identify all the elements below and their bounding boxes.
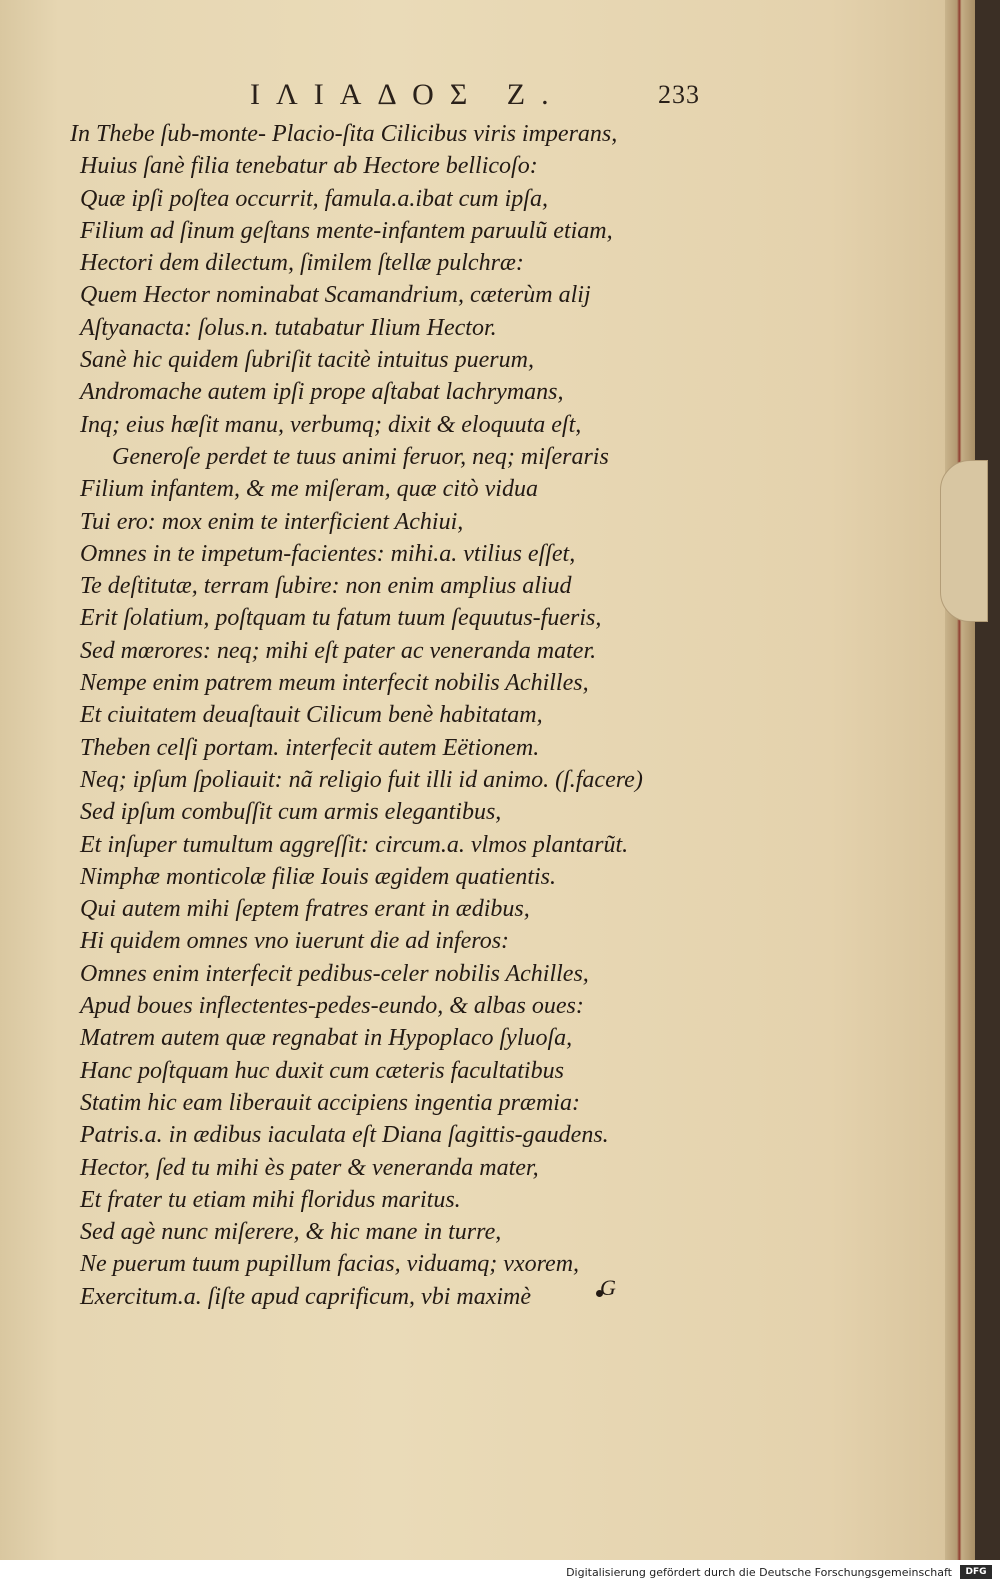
text-line: Andromache autem ipſi prope aſtabat lachrymans, [80, 379, 564, 406]
text-line: In Thebe ſub-monte- Placio-ſita Cilicibus viris imperans, [70, 121, 618, 147]
text-line: Ne puerum tuum pupillum facias, viduamq; vxorem, [80, 1251, 580, 1278]
running-head: ΙΛΙΑΔΟΣ Ζ. [250, 78, 565, 111]
text-line: Filium ad ſinum geſtans mente-infantem paruulũ etiam, [80, 217, 613, 244]
text-line: Apud boues inflectentes-pedes-eundo, & albas oues: [80, 993, 584, 1020]
text-line: Omnes in te impetum-facientes: mihi.a. vtilius eſſet, [80, 540, 576, 567]
text-line: Te deſtitutæ, terram ſubire: non enim amplius aliud [80, 573, 572, 600]
text-line: Hectori dem dilectum, ſimilem ſtellæ pulchræ: [80, 250, 524, 277]
text-line: Quæ ipſi poſtea occurrit, famula.a.ibat cum ipſa, [80, 185, 548, 212]
text-line: Sed agè nunc miſerere, & hic mane in turre, [80, 1219, 502, 1246]
funding-notice: Digitalisierung gefördert durch die Deutsche Forschungsgemeinschaft [566, 1566, 952, 1579]
text-line: Hanc poſtquam huc duxit cum cæteris facultatibus [80, 1057, 564, 1084]
text-line: Sed mœrores: neq; mihi eſt pater ac veneranda mater. [80, 637, 597, 664]
text-line: Theben celſi portam. interfecit autem Eëtionem. [80, 734, 540, 761]
text-line: Generoſe perdet te tuus animi feruor, neq; miſeraris [112, 443, 609, 470]
text-line: Omnes enim interfecit pedibus-celer nobilis Achilles, [80, 960, 589, 987]
text-line: Sed ipſum combuſſit cum armis elegantibus, [80, 799, 502, 826]
text-line: Hector, ſed tu mihi ès pater & veneranda mater, [80, 1154, 539, 1181]
text-line: Huius ſanè filia tenebatur ab Hectore bellicoſo: [80, 153, 538, 180]
text-line: Hi quidem omnes vno iuerunt die ad inferos: [80, 928, 510, 955]
text-line: Neq; ipſum ſpoliauit: nã religio fuit illi id animo. (ſ.facere) [80, 766, 643, 793]
text-line: Aſtyanacta: ſolus.n. tutabatur Ilium Hector. [80, 314, 497, 341]
text-line: Qui autem mihi ſeptem fratres erant in ædibus, [80, 896, 530, 923]
text-line: Filium infantem, & me miſeram, quæ citò vidua [80, 476, 538, 503]
text-line: Inq; eius hæſit manu, verbumq; dixit & eloquuta eſt, [80, 411, 582, 438]
text-line: Statim hic eam liberauit accipiens ingentia præmia: [80, 1089, 580, 1116]
dfg-logo-icon: DFG [960, 1565, 992, 1579]
text-line: Erit ſolatium, poſtquam tu fatum tuum ſequutus-fueris, [80, 605, 602, 632]
text-line: Quem Hector nominabat Scamandrium, cæterùm alij [80, 282, 591, 309]
text-line: Matrem autem quæ regnabat in Hypoplaco ſyluoſa, [80, 1025, 573, 1052]
page-edge [945, 0, 975, 1560]
text-line: Nimphæ monticolæ filiæ Iouis ægidem quatientis. [80, 863, 557, 890]
page-number: 233 [658, 80, 700, 109]
text-line: Et ciuitatem deuaſtauit Cilicum benè habitatam, [80, 702, 543, 729]
bookmark-tab [940, 460, 988, 622]
text-line: Nempe enim patrem meum interfecit nobilis Achilles, [80, 670, 589, 697]
text-line: Exercitum.a. ſiſte apud caprificum, vbi maximè [80, 1283, 531, 1310]
text-line: Et inſuper tumultum aggreſſit: circum.a. vlmos plantarũt. [80, 831, 629, 858]
footer-bar [0, 1560, 1000, 1585]
text-line: Tui ero: mox enim te interficient Achiui, [80, 508, 464, 535]
text-line: Sanè hic quidem ſubriſit tacitè intuitus puerum, [80, 347, 534, 374]
text-block [70, 118, 790, 1313]
text-line: Patris.a. in ædibus iaculata eſt Diana ſagittis-gaudens. [80, 1122, 609, 1149]
text-line: Et frater tu etiam mihi floridus maritus. [80, 1186, 461, 1213]
catchword: G [600, 1275, 616, 1300]
